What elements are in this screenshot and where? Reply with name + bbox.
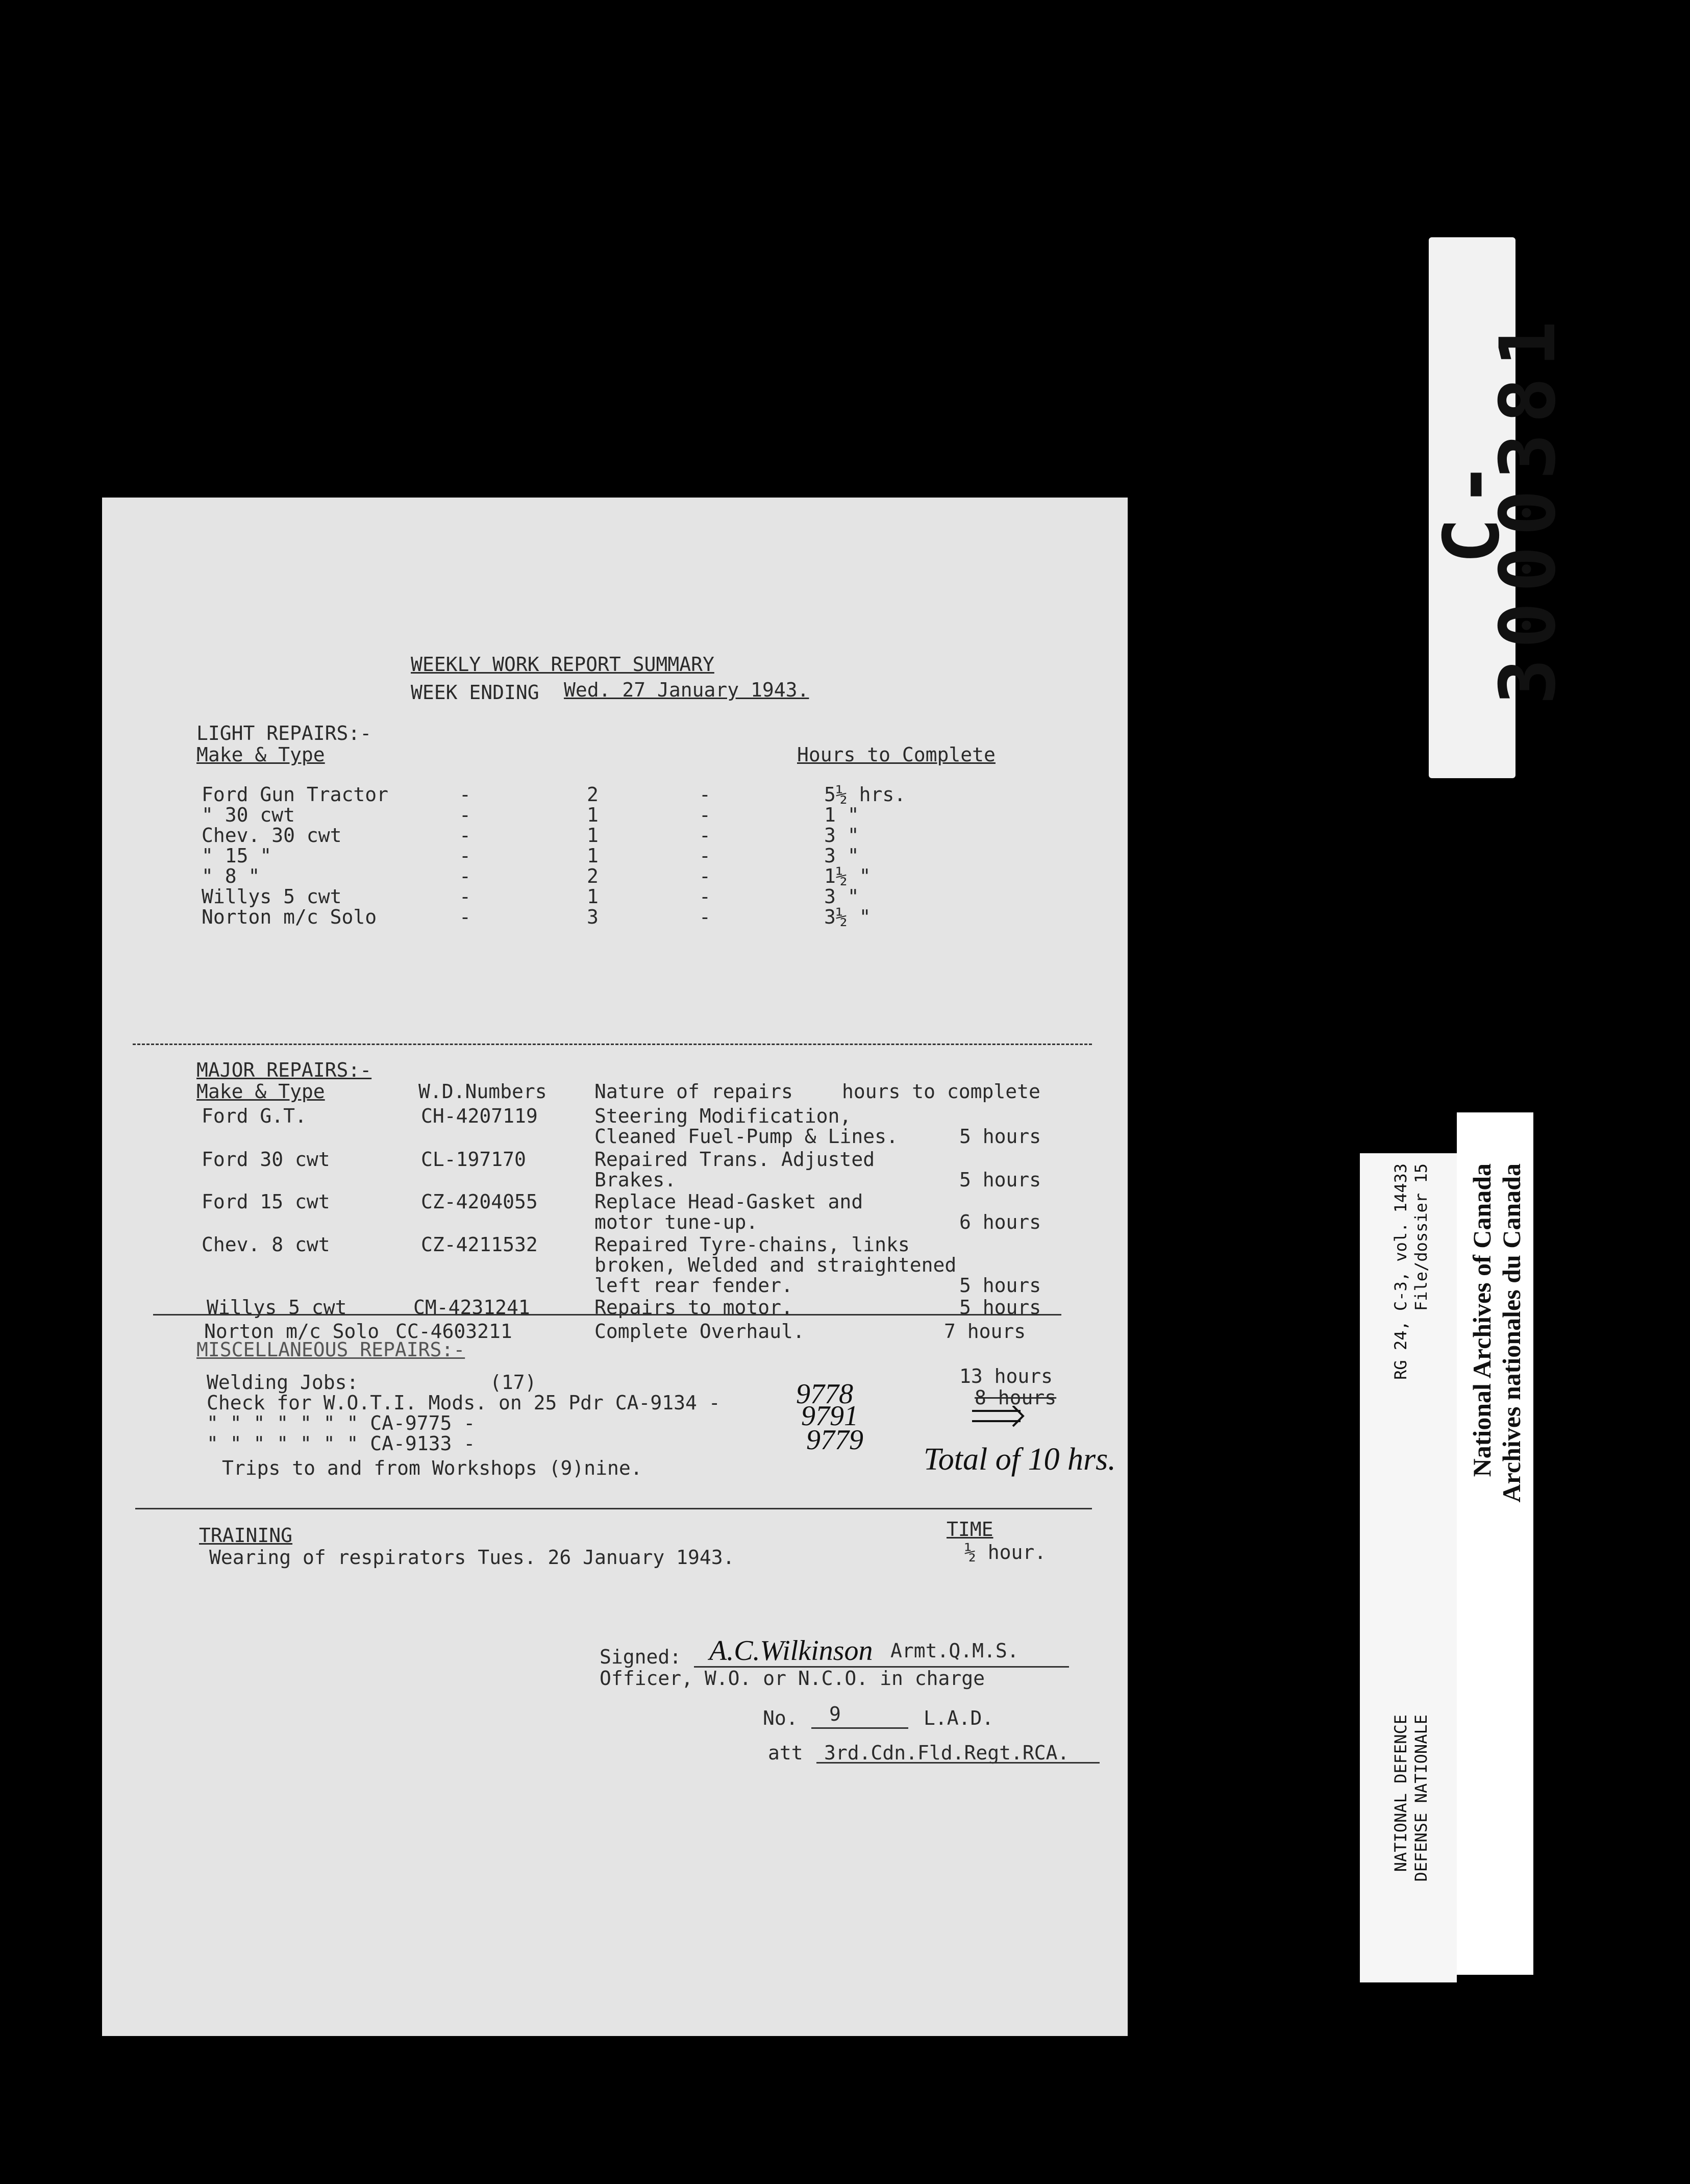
hours: 5 hours [959, 1296, 1041, 1319]
handwritten-total: Total of 10 hrs. [924, 1442, 1116, 1477]
signer-role: Officer, W.O. or N.C.O. in charge [600, 1667, 985, 1690]
signed-label: Signed: [600, 1646, 682, 1668]
count: 1 [587, 845, 599, 867]
count: 2 [587, 865, 599, 887]
dash: - [699, 885, 711, 908]
light-repairs-col-make: Make & Type [196, 743, 325, 766]
dash: - [459, 865, 471, 887]
make-type: Ford Gun Tractor [202, 783, 389, 806]
archive-reference-strip [1360, 1153, 1457, 1982]
dash: - [699, 804, 711, 826]
archive-ref-line2: File/dossier 15 [1411, 1163, 1431, 1311]
unit-no-line [811, 1727, 908, 1729]
count: 3 [587, 906, 599, 928]
light-repairs-heading: LIGHT REPAIRS:- [196, 722, 372, 744]
dash: - [459, 885, 471, 908]
count: 1 [587, 804, 599, 826]
training-time-heading: TIME [947, 1518, 993, 1541]
archive-dept-line2: DEFENSE NATIONALE [1411, 1715, 1431, 1882]
make-type: " 30 cwt [202, 804, 295, 826]
nature-line: Repaired Trans. Adjusted [594, 1148, 875, 1171]
nature-line: Brakes. [594, 1169, 677, 1191]
dash: - [459, 804, 471, 826]
training-line: Wearing of respirators Tues. 26 January 1943. [209, 1546, 735, 1569]
archives-name-en: National Archives of Canada [1468, 1163, 1496, 1477]
make-type: Chev. 30 cwt [202, 824, 342, 847]
welding-label: Welding Jobs: [207, 1371, 359, 1394]
week-ending-label: WEEK ENDING [411, 681, 539, 704]
major-repairs-col-make: Make & Type [196, 1080, 325, 1103]
hours: 5 hours [959, 1125, 1041, 1148]
make-type: " 8 " [202, 865, 260, 887]
wd-number: CH-4207119 [421, 1105, 538, 1127]
mod-check-ditto: " " " " " " " CA-9133 - [207, 1432, 476, 1455]
mod-check-ditto: " " " " " " " CA-9775 - [207, 1412, 476, 1434]
count: 1 [587, 824, 599, 847]
count: 2 [587, 783, 599, 806]
wd-number: CC-4603211 [395, 1320, 512, 1343]
welding-count: (17) [490, 1371, 537, 1394]
dash: - [699, 865, 711, 887]
struck-hours: 8 hours [975, 1386, 1057, 1409]
document-page [102, 498, 1128, 2036]
signature: A.C.Wilkinson [709, 1635, 873, 1667]
make-type: Ford 30 cwt [202, 1148, 330, 1171]
nature-line: Repairs to motor. [594, 1296, 793, 1319]
dash: - [459, 906, 471, 928]
make-type: Willys 5 cwt [202, 885, 342, 908]
mod-check-line: Check for W.O.T.I. Mods. on 25 Pdr CA-9134 - [207, 1392, 720, 1414]
frame-number: C-3000381 [1428, 310, 1573, 705]
hours: 5 hours [959, 1274, 1041, 1297]
nature-line: Repaired Tyre-chains, links [594, 1233, 910, 1256]
major-repairs-col-hours: hours to complete [842, 1080, 1040, 1103]
wd-number: CL-197170 [421, 1148, 526, 1171]
hours: 1 " [824, 804, 859, 826]
hours: 3½ " [824, 906, 871, 928]
make-type: Chev. 8 cwt [202, 1233, 330, 1256]
hours: 6 hours [959, 1211, 1041, 1233]
major-repairs-col-nature: Nature of repairs [594, 1080, 793, 1103]
hours: 3 " [824, 885, 859, 908]
unit-no-value: 9 [829, 1703, 841, 1725]
major-repairs-col-wd: W.D.Numbers [418, 1080, 547, 1103]
nature-line: left rear fender. [594, 1274, 793, 1297]
training-hours: ½ hour. [964, 1541, 1047, 1563]
arrow-mark-icon [970, 1406, 1031, 1431]
nature-line: broken, Welded and straightened [594, 1254, 957, 1276]
attached-label: att [768, 1742, 803, 1764]
attached-line [816, 1762, 1100, 1764]
handwritten-number: 9778 [796, 1378, 853, 1410]
make-type: Willys 5 cwt [207, 1296, 347, 1319]
section-divider [135, 1508, 1092, 1509]
nature-line: Replace Head-Gasket and [594, 1190, 863, 1213]
welding-hours: 13 hours [959, 1365, 1053, 1387]
signer-rank: Armt.Q.M.S. [890, 1640, 1019, 1662]
dash: - [699, 906, 711, 928]
wd-number: CZ-4204055 [421, 1190, 538, 1213]
misc-repairs-heading: MISCELLANEOUS REPAIRS:- [196, 1338, 465, 1361]
hours: 3 " [824, 845, 859, 867]
archives-name-fr: Archives nationales du Canada [1497, 1163, 1526, 1503]
hours: 3 " [824, 824, 859, 847]
section-divider [133, 1044, 1092, 1045]
dash: - [459, 845, 471, 867]
unit-name: L.A.D. [924, 1707, 994, 1729]
report-title: WEEKLY WORK REPORT SUMMARY [411, 653, 714, 676]
section-divider [153, 1314, 1061, 1316]
workshop-trips: Trips to and from Workshops (9)nine. [222, 1457, 642, 1479]
dash: - [459, 824, 471, 847]
major-repairs-heading: MAJOR REPAIRS:- [196, 1059, 372, 1081]
nature-line: Steering Modification, [594, 1105, 852, 1127]
dash: - [699, 824, 711, 847]
unit-no-label: No. [763, 1707, 798, 1729]
archive-ref-line1: RG 24, C-3, vol. 14433 [1391, 1163, 1410, 1380]
frame-number-label [1428, 237, 1573, 778]
nature-line: Cleaned Fuel-Pump & Lines. [594, 1125, 898, 1148]
hours: 5½ hrs. [824, 783, 906, 806]
make-type: " 15 " [202, 845, 272, 867]
wd-number: CM-4231241 [413, 1296, 530, 1319]
light-repairs-col-hours: Hours to Complete [797, 743, 996, 766]
make-type: Norton m/c Solo [202, 906, 377, 928]
hours: 1½ " [824, 865, 871, 887]
archive-dept-line1: NATIONAL DEFENCE [1391, 1715, 1410, 1872]
handwritten-number: 9779 [806, 1424, 863, 1456]
count: 1 [587, 885, 599, 908]
make-type: Ford 15 cwt [202, 1190, 330, 1213]
dash: - [699, 783, 711, 806]
attached-unit: 3rd.Cdn.Fld.Regt.RCA. [824, 1742, 1070, 1764]
hours: 7 hours [944, 1320, 1026, 1343]
handwritten-number: 9791 [801, 1400, 858, 1432]
archive-name-strip [1457, 1112, 1533, 1975]
week-ending-value: Wed. 27 January 1943. [564, 679, 809, 701]
wd-number: CZ-4211532 [421, 1233, 538, 1256]
nature-line: motor tune-up. [594, 1211, 758, 1233]
archive-label [1360, 1153, 1528, 1982]
nature-line: Complete Overhaul. [594, 1320, 805, 1343]
make-type: Norton m/c Solo [204, 1320, 380, 1343]
make-type: Ford G.T. [202, 1105, 307, 1127]
training-heading: TRAINING [199, 1524, 293, 1547]
hours: 5 hours [959, 1169, 1041, 1191]
dash: - [459, 783, 471, 806]
dash: - [699, 845, 711, 867]
